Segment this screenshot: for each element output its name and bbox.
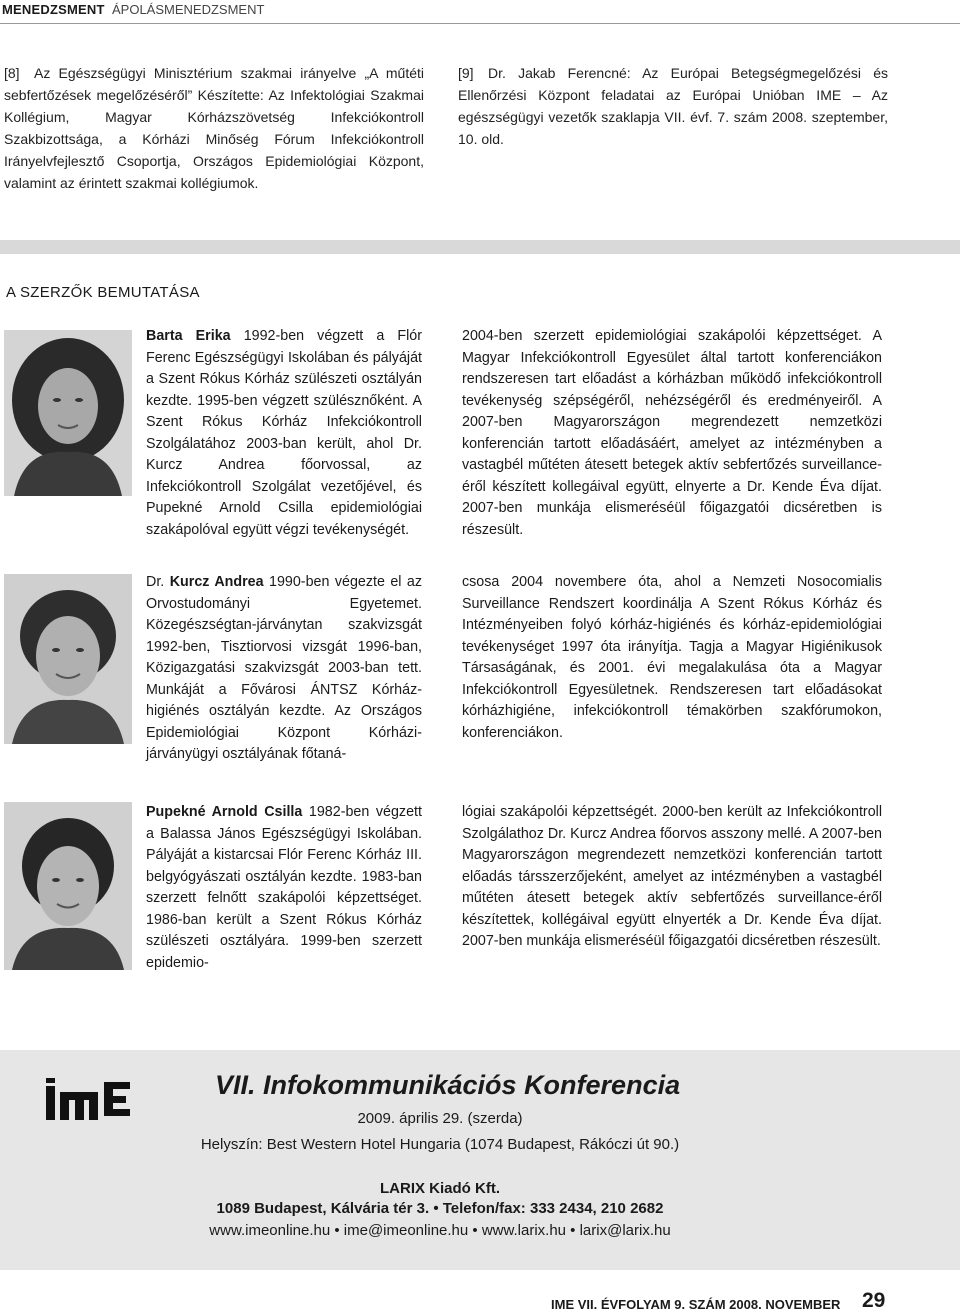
header-section: MENEDZSMENT (2, 2, 105, 17)
reference-number: [8] (4, 65, 20, 81)
running-header (0, 0, 960, 20)
author-bio-text: 1990-ben végezte el az Orvostudományi Egyetemet. Közegészségtan-járványtan szakvizsgát 1992-ben, Tisztiorvosi vizsgát 1996-ban, Közigazgatási szakvizsgát 2003-ban tett. Munkáját a Fővárosi ÁNTSZ Kórház-higiénés osztályán kezdte. Az Országos Epidemiológiai Központ Kórházi-járványügyi osztályának főtaná- (146, 574, 422, 762)
header-subsection: ÁPOLÁSMENEDZSMENT (112, 2, 265, 17)
conference-date: 2009. április 29. (szerda) (357, 1110, 523, 1127)
author-bio-barta-left (146, 326, 422, 541)
author-bio-kurcz-left (146, 572, 422, 766)
divider-band (0, 240, 960, 254)
author-name-prefix: Dr. (146, 574, 165, 590)
conference-title: VII. Infokommunikációs Konferencia (215, 1070, 681, 1100)
section-title: A SZERZŐK BEMUTATÁSA (6, 284, 200, 301)
reference-number: [9] (458, 65, 474, 81)
reference-8 (4, 62, 424, 194)
author-bio-pupekne-right (462, 802, 882, 953)
author-bio-text: csosa 2004 novembere óta, ahol a Nemzeti Nosocomialis Surveillance Rendszert koordinálja A Szent Rókus Kórház és Intézményeiben folyó kórház-higiénés és kórház-epidemiológiai tevékenységet 1997 óta irányítja. Tagja a Magyar Higiénikusok Társaságának, és 2001. évi megalakulása óta a Magyar Infekciókontroll Egyesületnek. Rendszeresen tart előadásokat kórházhigiéne, infekciókontroll témakörben szakfórumokon, konferenciákon. (462, 574, 882, 741)
journal-info: IME VII. ÉVFOLYAM 9. SZÁM 2008. NOVEMBER (551, 1297, 841, 1312)
reference-text: Az Egészségügyi Minisztérium szakmai irányelve „A műtéti sebfertőzések megelőzéséről” Készítette: Az Infektológiai Szakmai Kollégium, Magyar Kórházszövetség Infekciókontroll Szakbizottsága, a Kórházi Minőség Fórum Infekciókontroll Irányelvfejlesztő Csoportja, Országos Epidemiológiai Központ, valamint az érintett szakmai kollégiumok. (4, 65, 424, 191)
author-bio-text: 1982-ben végzett a Balassa János Egészségügyi Iskolában. Pályáját a kistarcsai Flór Ferenc Kórház III. belgyógyászati osztályán kezdte. 1983-ban szerzett felnőtt szakápolói képzettséget. 1986-ban került a Szent Rókus Kórház szülészeti osztályára. 1999-ben szerzett epidemio- (146, 804, 422, 971)
reference-text: Dr. Jakab Ferencné: Az Európai Betegségmegelőzési és Ellenőrzési Központ feladatai az Európai Unióban IME – Az egészségügyi vezetők szaklapja VII. évf. 7. szám 2008. szeptember, 10. old. (458, 65, 888, 147)
publisher-name: LARIX Kiadó Kft. (380, 1180, 500, 1197)
author-bio-text: lógiai szakápolói képzettségét. 2000-ben került az Infekciókontroll Szolgálathoz Dr. Kurcz Andrea főorvos asszony mellé. A 2007-ben Magyarországon megrendezett nemzetközi konferencián tartott előadás társszerzőjeként, amelyet az intézményben a vastagbél műtéten átesett betegek aktív sebfertőzés surveillance-éről készítettek, kollégáival együtt elnyerték a Dr. Kende Éva díjat. 2007-ben munkája elismeréséül főigazgatói dicséretben részesült. (462, 804, 882, 949)
author-bio-kurcz-right (462, 572, 882, 744)
publisher-web: www.imeonline.hu • ime@imeonline.hu • www.larix.hu • larix@larix.hu (209, 1222, 671, 1239)
page-number: 29 (862, 1289, 886, 1312)
author-bio-text: 1992-ben végzett a Flór Ferenc Egészségügyi Iskolában és pályáját a Szent Rókus Kórház szülészeti osztályán kezdte. 1995-ben végzett szülésznőként. A Szent Rókus Kórház Infekciókontroll Szolgálatához 2003-ban került, ahol Dr. Kurcz Andrea főorvossal, az Infekciókontroll Szolgálat vezetőjével, és Pupekné Arnold Csilla epidemiológiai szakápolóval együtt végzi tevékenységét. (146, 328, 422, 538)
reference-9 (458, 62, 888, 150)
author-bio-text: 2004-ben szerzett epidemiológiai szakápolói képzettséget. A Magyar Infekciókontroll Egyesület által tartott konferenciákon rendszeresen tart előadást a kórházban működő infekciókontroll tevékenység szépségéről, nehézségéről és eredményeiről. A 2007-ben Magyarországon megrendezett nemzetközi konferencián tartott előadásáért, amelyet az intézményben a vastagbél műtéten átesett betegek aktív sebfertőzés surveillance-éről készített kollegáival együtt, elnyerte a Dr. Kende Éva díjat. 2007-ben munkája elismeréséül főigazgatói dicséretben is részesült. (462, 328, 882, 538)
author-photo-barta (4, 330, 132, 496)
conference-venue: Helyszín: Best Western Hotel Hungaria (1074 Budapest, Rákóczi út 90.) (200, 1136, 680, 1153)
author-photo-kurcz (4, 574, 132, 744)
author-bio-pupekne-left (146, 802, 422, 974)
author-photo-pupekne (4, 802, 132, 970)
author-name: Pupekné Arnold Csilla (146, 804, 303, 820)
header-rule (0, 23, 960, 24)
author-name: Kurcz Andrea (169, 574, 264, 590)
publisher-address: 1089 Budapest, Kálvária tér 3. • Telefon/fax: 333 2434, 210 2682 (216, 1200, 664, 1217)
author-name: Barta Erika (146, 328, 231, 344)
author-bio-barta-right (462, 326, 882, 541)
